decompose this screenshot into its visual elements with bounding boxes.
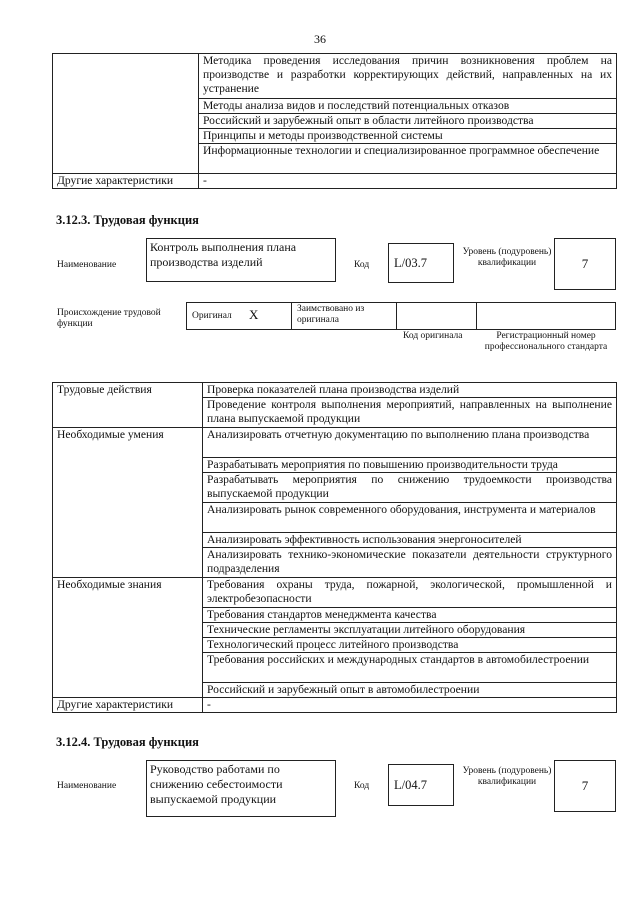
table-row — [53, 698, 617, 713]
knowledge-item: Требования стандартов менеджмента качества — [203, 608, 617, 623]
code-value: L/04.7 — [394, 778, 427, 792]
page-number: 36 — [314, 32, 326, 46]
code-label: Код — [354, 260, 370, 270]
table-row — [53, 383, 617, 398]
section-heading: 3.12.3. Трудовая функция — [56, 213, 199, 227]
skill-item: Анализировать рынок современного оборудования, инструмента и материалов — [203, 503, 617, 533]
code-label: Код — [354, 781, 370, 791]
origin-divider — [291, 302, 292, 330]
table-row — [53, 174, 617, 189]
knowledge-item: Требования российских и международных стандартов в автомобилестроении — [203, 653, 617, 683]
section-heading: 3.12.4. Трудовая функция — [56, 735, 199, 749]
skill-item: Анализировать отчетную документацию по выполнению плана производства — [203, 428, 617, 458]
knowledge-item: Российский и зарубежный опыт в автомобилестроении — [203, 683, 617, 698]
other-characteristics-value: - — [203, 698, 617, 713]
skill-item: Анализировать эффективность использования энергоносителей — [203, 533, 617, 548]
origin-divider — [476, 302, 477, 330]
skills-label: Необходимые умения — [53, 428, 203, 578]
function-details-table — [52, 382, 617, 713]
level-label: Уровень (подуровень) квалификации — [462, 766, 552, 787]
function-name-box — [146, 760, 336, 817]
function-name-value: Контроль выполнения плана производства изделий — [150, 240, 297, 269]
other-characteristics-label: Другие характеристики — [53, 698, 203, 713]
origin-divider — [396, 302, 397, 330]
table-row — [53, 578, 617, 608]
knowledge-item: Технические регламенты эксплуатации литейного оборудования — [203, 623, 617, 638]
other-characteristics-value: - — [199, 174, 617, 189]
knowledge-item: Методика проведения исследования причин возникновения проблем на производстве и разработки корректирующих действий, направленных на их устранение — [199, 54, 617, 99]
original-mark: X — [249, 307, 259, 322]
knowledge-item: Требования охраны труда, пожарной, экологической, промышленной и электробезопасности — [203, 578, 617, 608]
skill-item: Разрабатывать мероприятия по повышению производительности труда — [203, 458, 617, 473]
borrowed-label: Заимствовано из оригинала — [297, 304, 365, 325]
knowledge-item: Информационные технологии и специализированное программное обеспечение — [199, 144, 617, 174]
code-value: L/03.7 — [394, 256, 427, 270]
name-label: Наименование — [57, 260, 117, 270]
level-box — [554, 760, 616, 812]
original-label: Оригинал — [192, 311, 232, 321]
reg-number-label: Регистрационный номер профессионального стандарта — [484, 331, 608, 352]
knowledge-item: Методы анализа видов и последствий потенциальных отказов — [199, 99, 617, 114]
knowledge-item: Технологический процесс литейного производства — [203, 638, 617, 653]
level-value: 7 — [581, 778, 589, 793]
level-box — [554, 238, 616, 290]
table-row — [53, 54, 617, 99]
code-original-label: Код оригинала — [403, 331, 463, 341]
action-item: Проведение контроля выполнения мероприятий, направленных на выполнение плана выпускаемой продукции — [203, 398, 617, 428]
table-row — [53, 428, 617, 458]
code-box — [388, 764, 454, 806]
function-name-box — [146, 238, 336, 282]
skill-item: Разрабатывать мероприятия по снижению трудоемкости производства выпускаемой продукции — [203, 473, 617, 503]
name-label: Наименование — [57, 781, 117, 791]
function-name-value: Руководство работами по снижению себестоимости выпускаемой продукции — [150, 762, 283, 806]
action-item: Проверка показателей плана производства изделий — [203, 383, 617, 398]
knowledge-item: Принципы и методы производственной системы — [199, 129, 617, 144]
code-box — [388, 243, 454, 283]
level-value: 7 — [581, 256, 589, 271]
skill-item: Анализировать технико-экономические показатели деятельности структурного подразделения — [203, 548, 617, 578]
origin-label: Происхождение трудовой функции — [57, 308, 161, 329]
knowledge-label: Необходимые знания — [53, 578, 203, 698]
top-knowledge-table — [52, 53, 617, 189]
empty-label-cell — [53, 54, 199, 174]
actions-label: Трудовые действия — [53, 383, 203, 428]
level-label: Уровень (подуровень) квалификации — [462, 247, 552, 268]
knowledge-item: Российский и зарубежный опыт в области литейного производства — [199, 114, 617, 129]
other-characteristics-label: Другие характеристики — [53, 174, 199, 189]
